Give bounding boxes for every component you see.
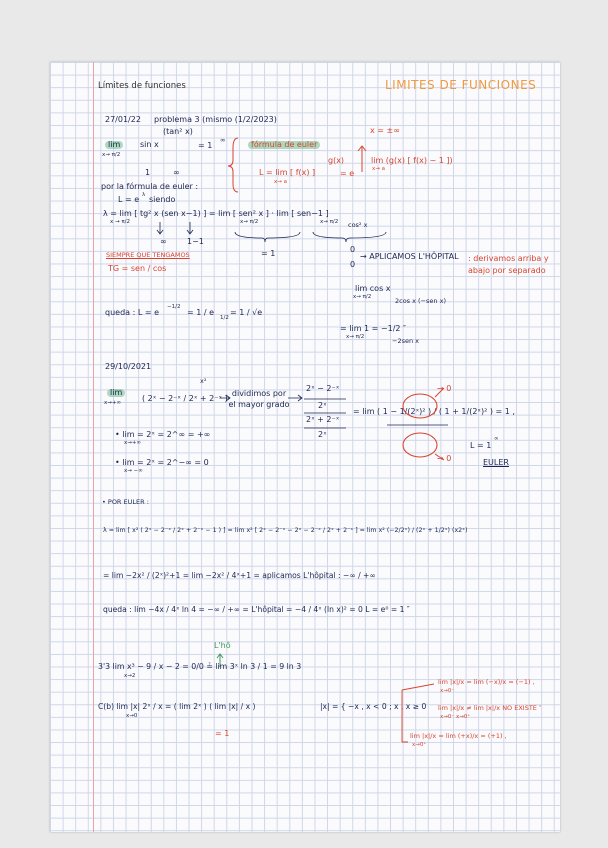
dividimos-note: dividimos por el mayor grado (228, 389, 290, 410)
problem-label: problema 3 (mismo (1/2/2023) (154, 115, 277, 124)
prob-3-3-sub: x→2 (124, 673, 136, 679)
arrow-1-1: 1−1 (187, 237, 204, 246)
gx: g(x) (328, 156, 345, 165)
siempre-note: SIEMPRE QUE TENGAMOS (106, 251, 190, 259)
eq-one: = 1 (198, 141, 213, 150)
lho-note: L'hô (214, 641, 231, 650)
bullet-2-sub: x→ −∞ (124, 468, 143, 474)
prob-3-3: 3'3 lim x³ − 9 / x − 2 = 0/0 ≟ lim 3ˣ ln 3 / 1 = 9 ln 3 (98, 662, 302, 671)
lim-sub: x→ π/2 (102, 152, 121, 158)
lambda-sub: x → π/2 (110, 219, 131, 225)
arrow-zero-top: → 0 (437, 384, 452, 393)
red-limit-3: lim |x|/x = lim (+x)/x = (+1) , (410, 732, 507, 740)
derivamos-note: : derivamos arriba y abajo por separado (468, 254, 549, 275)
date-2: 29/10/2021 (105, 362, 152, 371)
prob-c-sub: x→0 (126, 713, 138, 719)
x-inf: x = ±∞ (370, 126, 400, 135)
eq-lim-2: = lim ( 1 − 1/(2ˣ)² ) / ( 1 + 1/(2ˣ)² ) = 1 , (353, 407, 515, 416)
main-frac: ( 2ˣ − 2⁻ˣ / 2ˣ + 2⁻ˣ ) (142, 394, 228, 403)
tan-note: (tan² x) (163, 127, 193, 136)
red-limit-1: lim |x|/x = lim (−x)/x = (−1) , (438, 678, 535, 686)
lambda-line-2: λ = lim [ x² ( 2ˣ − 2⁻ˣ / 2ˣ + 2⁻ˣ − 1 ) ] = lim x² [ 2ˣ − 2⁻ˣ − 2ˣ − 2⁻ˣ / 2ˣ + 2⁻ˣ ] = lim x² (−2/2ˣ) / (2ˣ + 1/2ˣ) (x2ˣ) (103, 527, 468, 534)
lim-sub-2: x→+∞ (104, 400, 122, 406)
red-limit-2-sub: x→0⁻ x→0⁺ (440, 714, 471, 720)
L-formula-sub: x→ a (274, 179, 287, 185)
lim-cos-sub: x→ π/2 (353, 294, 372, 300)
L-inf-sup: ∞ (494, 436, 499, 442)
bullet-2: • lim = 2ˣ = 2^−∞ = 0 (115, 458, 209, 467)
lambda-sub-2: x→ π/2 (240, 219, 259, 225)
queda-2: queda : lim −4x / 4ˣ ln 4 = −∞ / +∞ = L'hôpital = −4 / 4ˣ (ln x)² = 0 L = e⁰ = 1 ″ (103, 605, 410, 614)
inf-sup: ∞ (220, 136, 226, 144)
queda-exp: −1/2 (167, 304, 181, 310)
lim-final-den: −2sen x (392, 337, 419, 345)
por-euler: por la fórmula de euler : (101, 182, 199, 191)
lim-cos: lim cos x (355, 284, 391, 293)
notebook-page (50, 62, 560, 832)
euler-formula-tag: fórmula de euler (248, 141, 320, 149)
euler-word: EULER (483, 458, 509, 467)
queda-frac-exp: 1/2 (220, 315, 229, 321)
frac-den-den: 2ˣ (318, 430, 327, 439)
header-title: LIMITES DE FUNCIONES (385, 78, 537, 92)
eq-one-red: = 1 (215, 729, 230, 738)
por-euler-2: • POR EULER : (102, 498, 149, 506)
header-subtitle: Límites de funciones (98, 81, 186, 91)
euler-exp: lim (g(x) [ f(x) − 1 ]) (371, 156, 453, 165)
euler-exp-sub: x→ a (372, 166, 385, 172)
equals-e: = e (340, 169, 355, 178)
arrow-one: 1 (145, 168, 151, 177)
arrow-inf-2: ∞ (160, 237, 167, 246)
L-def-sup: λ (142, 192, 146, 198)
tg-def: TG = sen / cos (108, 264, 167, 273)
margin-line (93, 62, 94, 832)
prob-c: C(b) lim |x| 2ˣ / x = ( lim 2ˣ ) ( lim |x| / x ) (98, 702, 256, 711)
red-limit-2: lim |x|/x ≠ lim |x|/x NO EXISTE ″ (438, 704, 542, 712)
lim-label-2: lim (107, 389, 125, 397)
lambda-frac-den: cos² x (348, 221, 368, 229)
date-1: 27/01/22 (105, 115, 141, 124)
zero-den: 0 (350, 260, 356, 269)
queda-line: queda : L = e (105, 308, 159, 317)
queda-sqrt: = 1 / √e (230, 308, 263, 317)
bullet-1-sub: x→+∞ (124, 440, 142, 446)
red-limit-3-sub: x→0⁺ (412, 742, 427, 748)
eq-1: = 1 (261, 249, 276, 258)
lim-label: lim (105, 141, 123, 149)
lim-final: = lim 1 = −1/2 ″ (340, 324, 407, 333)
arrow-inf: ∞ (173, 168, 180, 177)
bullet-1: • lim = 2ˣ = 2^∞ = +∞ (115, 430, 211, 439)
queda-frac: = 1 / e (187, 308, 215, 317)
lambda-sub-3: x→ π/2 (320, 219, 339, 225)
main-exp: x² (200, 377, 207, 385)
lambda-line: λ = lim [ tg² x (sen x−1) ] = lim [ sen² x ] · lim [ sen−1 ] (103, 209, 329, 218)
red-limit-1-sub: x→0⁻ (440, 688, 455, 694)
lim-cos-den: 2cos x (−sen x) (395, 297, 446, 305)
lim-final-sub: x→ π/2 (346, 334, 365, 340)
line-2: = lim −2x² / (2ˣ)²+1 = lim −2x² / 4ˣ+1 = aplicamos L'hôpital : −∞ / +∞ (103, 571, 376, 580)
aplicamos-lhopital: → APLICAMOS L'HÔPITAL (360, 252, 459, 261)
frac-num-den: 2ˣ (318, 401, 327, 410)
L-inf: L = 1 (470, 441, 492, 450)
abs-def: |x| = { −x , x < 0 ; x , x ≥ 0 (320, 702, 427, 711)
L-def: L = e (118, 195, 140, 204)
siendo: siendo (149, 195, 176, 204)
frac-num: 2ˣ − 2⁻ˣ (306, 384, 340, 393)
zero-num: 0 (350, 245, 356, 254)
sin-x: sin x (140, 140, 159, 149)
arrow-zero-bot: → 0 (437, 454, 452, 463)
frac-den: 2ˣ + 2⁻ˣ (306, 415, 340, 424)
L-formula: L = lim [ f(x) ] (259, 168, 316, 177)
